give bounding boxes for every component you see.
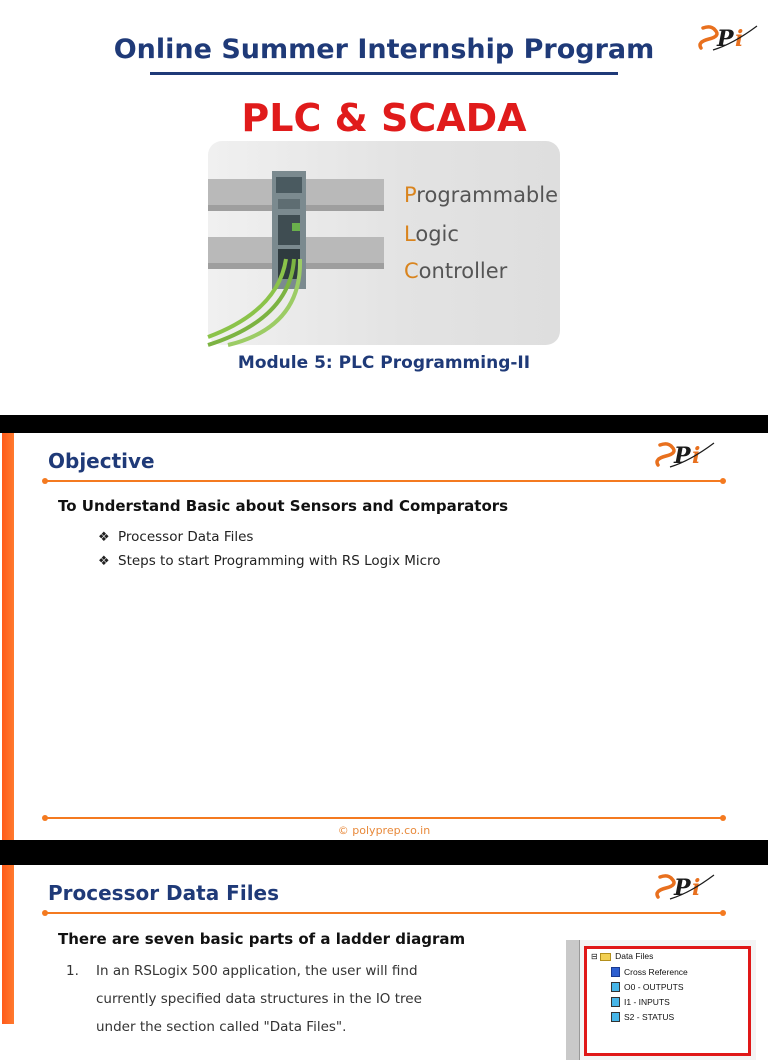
objective-heading: To Understand Basic about Sensors and Comparators bbox=[58, 497, 509, 515]
rule-dot-left bbox=[42, 815, 48, 821]
rule-dot-right bbox=[720, 815, 726, 821]
svg-text:i: i bbox=[692, 443, 701, 469]
plc-word-2: Logic bbox=[404, 222, 459, 246]
collapse-icon[interactable]: ⊟ bbox=[591, 952, 598, 961]
diamond-bullet-icon: ❖ bbox=[98, 530, 110, 545]
slide-edge-accent bbox=[2, 433, 14, 840]
tree-node[interactable]: O0 - OUTPUTS bbox=[611, 982, 684, 992]
tree-node[interactable]: S2 - STATUS bbox=[611, 1012, 674, 1022]
plc-word-1: Programmable bbox=[404, 183, 559, 207]
title-underline bbox=[150, 72, 618, 75]
objective-slide bbox=[0, 433, 768, 840]
svg-text:P: P bbox=[674, 443, 691, 469]
title-rule bbox=[44, 912, 724, 914]
data-files-highlight bbox=[584, 946, 751, 1056]
plc-word-3: Controller bbox=[404, 259, 508, 283]
spi-logo bbox=[652, 871, 722, 903]
copyright-footer: © polyprep.co.in bbox=[337, 824, 431, 837]
io-tree-panel bbox=[566, 940, 756, 1060]
spi-logo bbox=[652, 439, 722, 471]
footer-rule bbox=[44, 817, 724, 819]
item-line: In an RSLogix 500 application, the user will find bbox=[96, 963, 418, 979]
program-title: Online Summer Internship Program bbox=[113, 34, 655, 65]
data-files-slide bbox=[0, 865, 768, 1035]
slide-separator bbox=[0, 415, 768, 433]
tree-node[interactable]: Cross Reference bbox=[611, 967, 688, 977]
slide-title: Objective bbox=[48, 449, 155, 473]
module-title: Module 5: PLC Programming-II bbox=[237, 353, 531, 373]
spi-logo bbox=[695, 22, 765, 54]
data-file-icon bbox=[611, 1012, 620, 1022]
item-line: currently specified data structures in the IO tree bbox=[96, 991, 422, 1007]
folder-icon bbox=[600, 953, 611, 961]
cross-reference-icon bbox=[611, 967, 620, 977]
slide-edge-accent bbox=[2, 865, 14, 1024]
svg-text:P: P bbox=[717, 26, 734, 52]
rule-dot-left bbox=[42, 910, 48, 916]
item-number: 1. bbox=[66, 963, 79, 979]
data-file-icon bbox=[611, 982, 620, 992]
svg-text:i: i bbox=[692, 875, 701, 901]
diamond-bullet-icon: ❖ bbox=[98, 554, 110, 569]
svg-text:i: i bbox=[735, 26, 744, 52]
title-rule bbox=[44, 480, 724, 482]
rule-dot-right bbox=[720, 910, 726, 916]
slide-separator bbox=[0, 840, 768, 865]
numbered-item bbox=[66, 957, 438, 1041]
tree-scrollbar[interactable] bbox=[566, 940, 580, 1060]
tree-node-data-files[interactable]: ⊟ Data Files bbox=[591, 951, 654, 961]
svg-text:P: P bbox=[674, 875, 691, 901]
tree-node[interactable]: I1 - INPUTS bbox=[611, 997, 670, 1007]
plc-image bbox=[208, 141, 560, 345]
bullet-item: ❖ Steps to start Programming with RS Logix Micro bbox=[98, 553, 441, 569]
title-slide bbox=[0, 0, 768, 415]
data-file-icon bbox=[611, 997, 620, 1007]
rule-dot-right bbox=[720, 478, 726, 484]
item-line: under the section called "Data Files". bbox=[96, 1019, 347, 1035]
slide-title: Processor Data Files bbox=[48, 881, 280, 905]
course-title: PLC & SCADA bbox=[241, 96, 527, 140]
section-heading: There are seven basic parts of a ladder diagram bbox=[58, 930, 466, 948]
rule-dot-left bbox=[42, 478, 48, 484]
bullet-item: ❖ Processor Data Files bbox=[98, 529, 254, 545]
